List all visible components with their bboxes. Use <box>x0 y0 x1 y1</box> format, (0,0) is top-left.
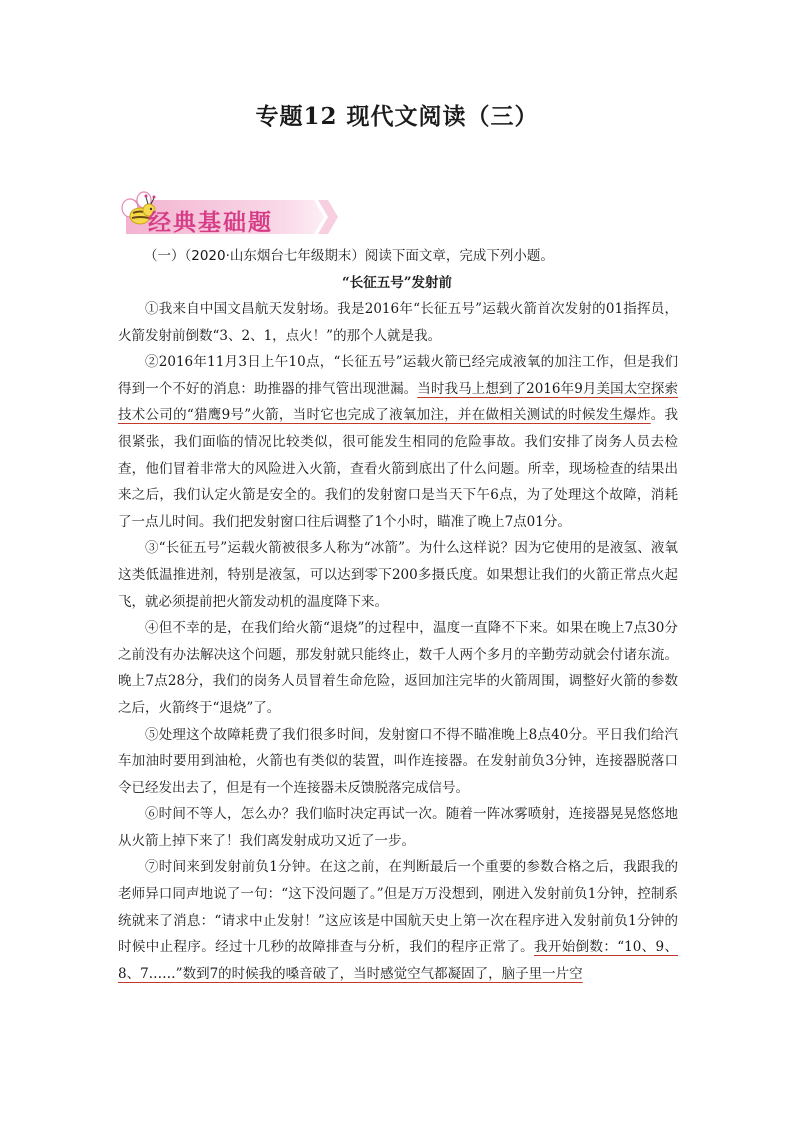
paragraph-3: ③“长征五号”运载火箭被很多人称为“冰箭”。为什么这样说？因为它使用的是液氢、液氧这类低温推进剂，特别是液氢，可以达到零下200多摄氏度。如果想让我们的火箭正常点火起飞，就必须提前把火箭发动机的温度降下来。 <box>118 540 678 610</box>
paragraph-6: ⑥时间不等人，怎么办？我们临时决定再试一次。随着一阵冰雾喷射，连接器晃晃悠悠地从火箭上掉下来了！我们离发射成功又近了一步。 <box>118 806 678 849</box>
paragraph-2-text-end: 。我很紧张，我们面临的情况比较类似，很可能发生相同的危险事故。我们安排了岗务人员去检查，他们冒着非常大的风险进入火箭，查看火箭到底出了什么问题。所幸，现场检查的结果出来之后，我们认定火箭是安全的。我们的发射窗口是当天下午6点，为了处理这个故障，消耗了一点儿时间。我们把发射窗口往后调整了1个小时，瞄准了晚上7点01分。 <box>118 407 678 530</box>
paragraph-2 <box>118 349 678 535</box>
paragraph-4: ④但不幸的是，在我们给火箭“退烧”的过程中，温度一直降不下来。如果在晚上7点30分之前没有办法解决这个问题，那发射就只能终止，数千人两个多月的辛勤劳动就会付诸东流。晚上7点28分，我们的岗务人员冒着生命危险，返回加注完毕的火箭周围，调整好火箭的参数之后，火箭终于“退烧”了。 <box>118 620 678 716</box>
paragraph-7-text: ⑦时间来到发射前负1分钟。在这之前，在判断最后一个重要的参数合格之后，我跟我的老师异口同声地说了一句：“这下没问题了。”但是万万没想到，刚进入发射前负1分钟，控制系统就来了消息：“请求中止发射！”这应该是中国航天史上第一次在程序进入发射前负1分钟的时候中止程序。经过十几秒的故障排查与分析，我们的程序正常了。 <box>118 859 678 956</box>
paragraph-1: ①我来自中国文昌航天发射场。我是2016年“长征五号”运载火箭首次发射的01指挥员，火箭发射前倒数“3、2、1，点火！”的那个人就是我。 <box>118 301 678 344</box>
article-body <box>118 296 678 987</box>
underlined-sentence: 当时我马上想到了2016年9月美国太空探索技术公司的“猎鹰9号”火箭，当时它也完成了液氧加注，并在做相关测试的时候发生爆炸 <box>118 380 679 424</box>
question-source-line <box>144 244 554 264</box>
paragraph-5: ⑤处理这个故障耗费了我们很多时间，发射窗口不得不瞄准晚上8点40分。平日我们给汽车加油时要用到油枪，火箭也有类似的装置，叫作连接器。在发射前负3分钟，连接器脱落口令已经发出去了，但是有一个连接器未反馈脱落完成信号。 <box>118 726 678 796</box>
article-title: “长征五号”发射前 <box>341 275 453 291</box>
underlined-sentence: 我开始倒数：“10、9、8、7……”数到7的时候我的嗓音破了，当时感觉空气都凝固了，脑子里一片空 <box>118 939 679 982</box>
section-banner-title: 经典基础题 <box>148 210 273 236</box>
paragraph-2-text: ②2016年11月3日上午10点，“长征五号”运载火箭已经完成液氧的加注工作，但是我们得到一个不好的消息：助推器的排气管出现泄漏。 <box>118 354 678 397</box>
source-prefix: （一）（ <box>144 248 192 264</box>
page-title: 专题12 现代文阅读（三） <box>255 103 539 130</box>
section-banner <box>118 186 338 238</box>
source-text: 2020·山东烟台七年级期末 <box>191 248 352 264</box>
paragraph-7 <box>118 854 678 987</box>
source-suffix: ）阅读下面文章，完成下列小题。 <box>351 248 554 264</box>
